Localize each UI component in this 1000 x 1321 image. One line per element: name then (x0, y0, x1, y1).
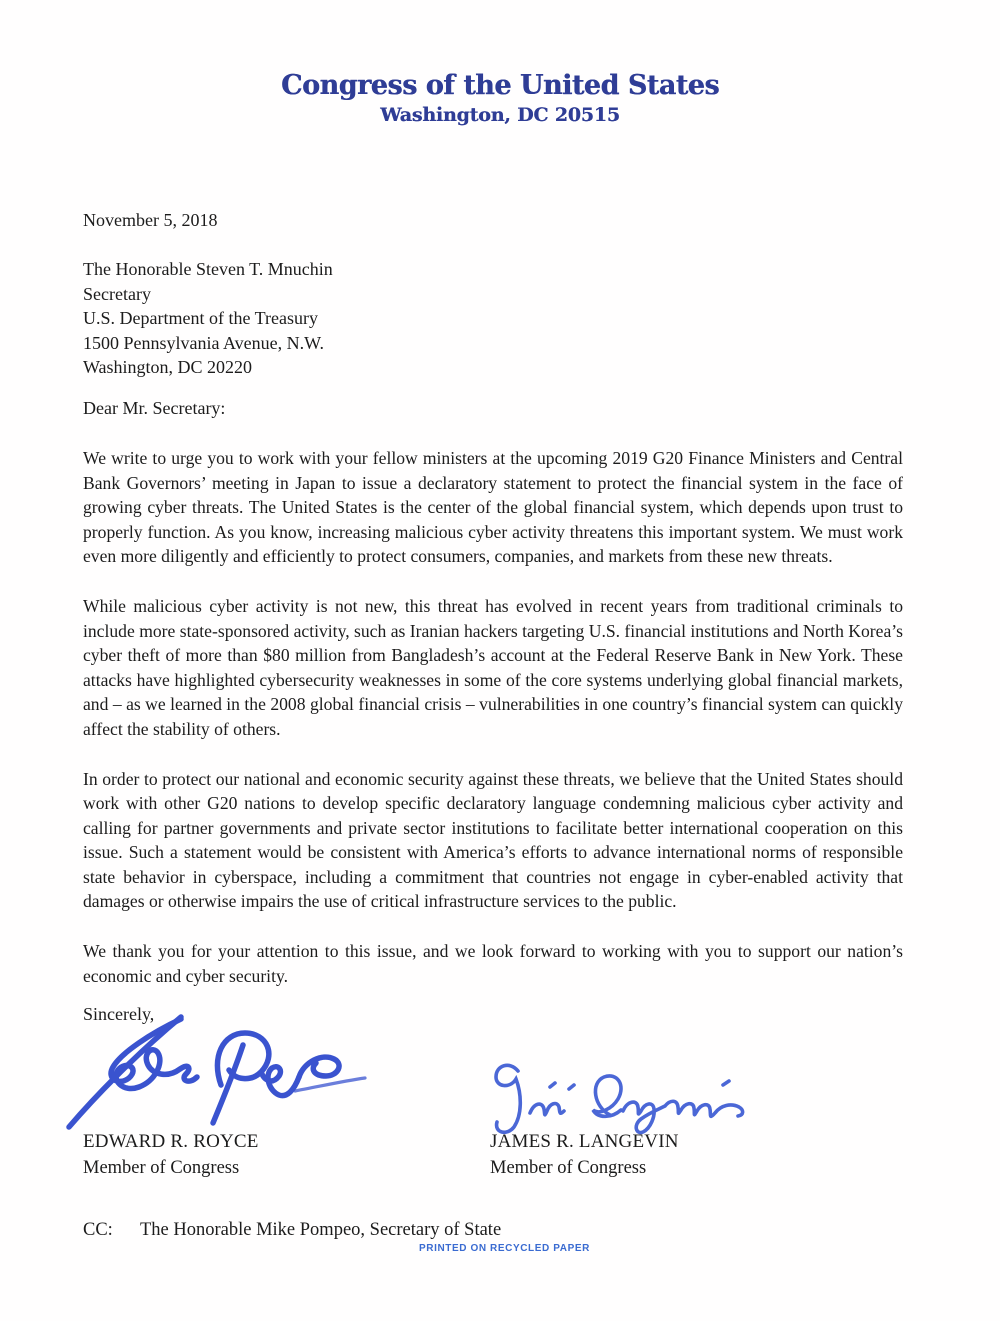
recipient-street: 1500 Pennsylvania Avenue, N.W. (83, 332, 324, 353)
signer-title: Member of Congress (490, 1158, 647, 1178)
letter-body (0, 208, 1000, 988)
recipient-org: U.S. Department of the Treasury (83, 308, 318, 329)
closing: Sincerely, (83, 1004, 155, 1024)
letterhead (0, 0, 1000, 126)
salutation: Dear Mr. Secretary: (83, 397, 226, 418)
cc-line (83, 1220, 501, 1241)
recipient-city: Washington, DC 20220 (83, 357, 253, 378)
signer-name: EDWARD R. ROYCE (83, 1131, 259, 1152)
letter-date: November 5, 2018 (83, 210, 218, 230)
signer-title: Member of Congress (83, 1158, 240, 1178)
signature-edward-royce-icon (63, 1005, 373, 1133)
paragraph-3: In order to protect our national and economic security against these threats, we believe that the United States should work with other G20 nations to develop specific declaratory language condemning malicious cyber activity and calling for partner governments and private sector institutions to facilitate better international cooperation on this issue. Such a statement would be consistent with America’s efforts to advance international norms of responsible state behavior in cyberspace, including a commitment that countries not engage in cyber-enabled activity that damages or otherwise impairs the use of critical infrastructure services to the public. (83, 768, 903, 912)
cc-label: CC: (83, 1220, 113, 1240)
paragraph-2: While malicious cyber activity is not new, this threat has evolved in recent years from traditional criminals to include more state-sponsored activity, such as Iranian hackers targeting U.S. financial institutions and North Korea’s cyber theft of more than $80 million from Bangladesh’s account at the Federal Reserve Bank in New York. These attacks have highlighted cybersecurity weaknesses in some of the core systems underlying global financial markets, and – as we learned in the 2008 global financial crisis – vulnerabilities in one country’s financial system can quickly affect the stability of others. (83, 595, 903, 739)
letterhead-address: Washington, DC 20515 (380, 104, 620, 126)
paragraph-4: We thank you for your attention to this issue, and we look forward to working with you to support our nation’s economic and cyber security. (83, 941, 903, 986)
recipient-title: Secretary (83, 283, 151, 304)
recipient-name: The Honorable Steven T. Mnuchin (83, 259, 333, 279)
signer-edward-royce (83, 1029, 490, 1181)
paragraph-1: We write to urge you to work with your fellow ministers at the upcoming 2019 G20 Finance Ministers and Central Bank Governors’ meeting in Japan to issue a declaratory statement to protect the financial system in the face of growing cyber threats. The United States is the center of the global financial system, which depends upon trust to properly function. As you know, increasing malicious cyber activity threatens this important system. We must work even more diligently and efficiently to protect consumers, companies, and markets from these new threats. (83, 447, 903, 567)
signer-james-langevin (490, 1029, 903, 1181)
letterhead-org: Congress of the United States (280, 70, 720, 101)
signer-name: JAMES R. LANGEVIN (490, 1131, 679, 1152)
signature-block (83, 1002, 903, 1181)
recycled-paper-note: PRINTED ON RECYCLED PAPER (419, 1243, 590, 1254)
signature-james-langevin-icon (486, 1057, 748, 1143)
cc-text: The Honorable Mike Pompeo, Secretary of State (140, 1220, 502, 1240)
recipient-address (83, 257, 903, 380)
